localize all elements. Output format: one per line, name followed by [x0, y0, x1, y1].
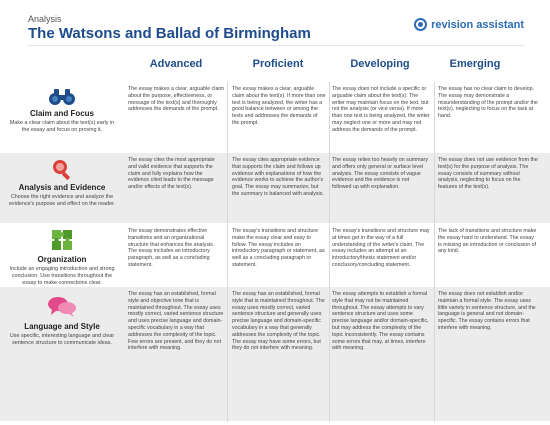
- criterion-claim-focus: [6, 88, 118, 134]
- cell-organization-emerging: The lack of transitions and structure make the essay hard to understand. The essay is missing an introduction or conclusion of any kind.: [438, 228, 537, 255]
- criterion-analysis-evidence: [6, 158, 118, 208]
- criterion-title: Organization: [37, 255, 87, 264]
- binoculars-icon: [47, 88, 77, 106]
- cell-organization-advanced: The essay demonstrates effective transitions and an organizational structure that enhances the analysis. The essay includes an introductory paragraph, as well as a concluding statement.: [128, 228, 215, 268]
- cell-analysis-emerging: The essay does not use evidence from the text(s) for the purpose of analysis. The essay consists of summary without analysis, neglecting to focus on the features of the text(s).: [438, 157, 538, 191]
- cell-language-advanced: The essay has an established, formal style and objective tone that is maintained throughout. The essay uses mostly correct, varied sentence structure and uses precise language and domain-specific vocabulary in a way that addresses the complexity of the topic. Few errors are present, and they do not interfere with meaning.: [128, 291, 224, 352]
- cell-claim-proficient: The essay makes a clear, arguable claim about the text(s). If more than one text is being analyzed, the writer has a good balance between or among the texts and addresses the demands of the prompt.: [232, 86, 326, 126]
- puzzle-icon: [50, 228, 74, 252]
- level-header-proficient: Proficient: [252, 58, 304, 70]
- column-divider: [227, 82, 228, 422]
- criterion-title: Claim and Focus: [29, 109, 94, 118]
- rubric-row-language-style: [0, 287, 550, 421]
- criterion-description: Make a clear claim about the text(s) early in the essay and focus on proving it.: [9, 120, 115, 133]
- criterion-title: Analysis and Evidence: [18, 183, 106, 192]
- cell-language-developing: The essay attempts to establish a formal style that may not be maintained throughout. The essay attempts to vary sentence structure and uses some precise language and/or domain-specific, but may address the complexity of the topic inconsistently. The essay contains some errors that may, at times, interfere with meaning.: [332, 291, 429, 352]
- criterion-description: Include an engaging introduction and strong conclusion. Use transitions throughout the essay to make connections clear.: [9, 266, 115, 286]
- cell-language-emerging: The essay does not establish and/or maintain a formal style. The essay uses little variety in sentence structure, and the language is general and not domain-specific. The essay contains errors that interfere with meaning.: [438, 291, 536, 331]
- section-label: Analysis: [28, 14, 62, 24]
- rubric-row-claim-focus: [0, 82, 550, 152]
- cell-claim-developing: The essay does not include a specific or arguable claim about the text(s). The writer may maintain focus on the text, but not the analysis (or vice versa). If more than one text is being analyzed, the writer may neglect one or more and may not address the demands of the prompt.: [332, 86, 430, 133]
- title-divider: [28, 45, 524, 46]
- column-divider: [434, 82, 435, 422]
- magnifier-icon: [51, 158, 73, 180]
- cell-claim-emerging: The essay has no clear claim to develop. The essay may demonstrate a misunderstanding of the prompt and/or the text(s), neglecting to focus on the task at hand.: [438, 86, 538, 120]
- brand-name: revision assistant: [431, 18, 524, 31]
- cell-claim-advanced: The essay makes a clear, arguable claim about the purpose, effectiveness, or message of the text(s) and thoroughly addresses the demands of the prompt.: [128, 86, 224, 113]
- cell-organization-developing: The essay's transitions and structure may at times get in the way of a full understanding of the writer's claim. The essay includes an attempt at an introductory/thesis statement and/or conclusory/concluding statement.: [332, 228, 430, 268]
- cell-analysis-proficient: The essay cites appropriate evidence that supports the claim and follows up evidence with explanations of how the evidence works to achieve the author's goal. The essay may summarize, but the summary is balanced with analysis.: [232, 157, 324, 197]
- level-header-emerging: Emerging: [449, 58, 501, 70]
- column-divider: [329, 82, 330, 422]
- brand-logo: [414, 18, 524, 31]
- revision-assistant-logo-icon: [414, 18, 427, 31]
- cell-language-proficient: The essay has an established, formal style that is maintained throughout. The essay uses mostly correct, varied sentence structure and generally uses precise language and domain-specific vocabulary in a way that generally addresses the complexity of the topic. The essay may have some errors, but they do not interfere with meaning.: [232, 291, 325, 352]
- criterion-organization: [6, 228, 118, 286]
- criterion-description: Use specific, interesting language and clear sentence structure to communicate ideas.: [9, 333, 115, 346]
- rubric-row-organization: [0, 224, 550, 286]
- level-header-developing: Developing: [350, 58, 410, 70]
- criterion-title: Language and Style: [24, 322, 100, 331]
- cell-analysis-advanced: The essay cites the most appropriate and valid evidence that supports the claim and fully explains how the evidence cited leads to the message and/or effects of the text(s).: [128, 157, 215, 191]
- criterion-language-style: [6, 295, 118, 347]
- criterion-description: Choose the right evidence and analyze the evidence's purpose and effect on the reader.: [8, 194, 116, 207]
- cell-analysis-developing: The essay relies too heavily on summary and offers only general or surface level analysis. The essay consists of vague evidence and the evidence is not followed up with explanation.: [332, 157, 428, 191]
- level-header-advanced: Advanced: [149, 58, 203, 70]
- cell-organization-proficient: The essay's transitions and structure make the essay clear and easy to follow. The essay includes an introductory paragraph or statement, as well as a concluding paragraph or statement.: [232, 228, 325, 268]
- page-title: The Watsons and Ballad of Birmingham: [28, 25, 311, 42]
- chat-bubbles-icon: [47, 295, 77, 319]
- rubric-row-analysis-evidence: [0, 153, 550, 223]
